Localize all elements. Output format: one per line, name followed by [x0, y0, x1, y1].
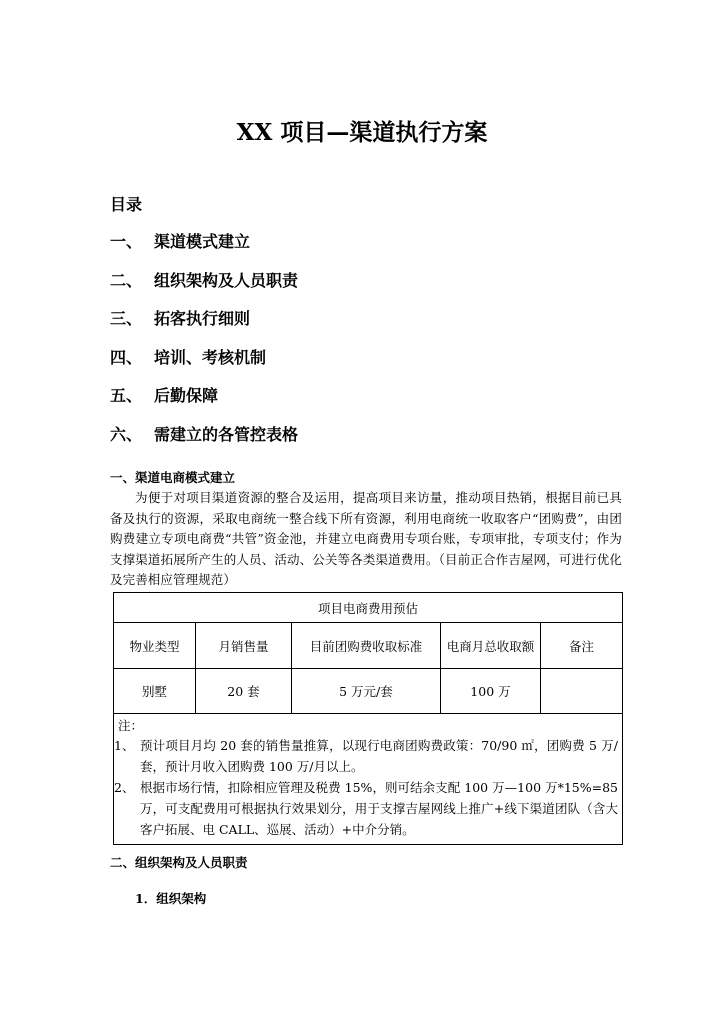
- section-1-paragraph: 为便于对项目渠道资源的整合及运用，提高项目来访量，推动项目热销，根据目前已具备及执行的资源，采取电商统一整合线下所有资源，利用电商统一收取客户“团购费”，由团购费建立专项电商费“共管”资金池，并建立电商费用专项台账，专项审批，专项支付；作为支撑渠道拓展所产生的人员、活动、公关等各类渠道费用。（目前正合作吉屋网，可进行优化及完善相应管理规范）: [110, 490, 622, 587]
- toc-item-label: 渠道模式建立: [154, 232, 251, 251]
- table-caption: 项目电商费用预估: [114, 593, 623, 623]
- note-number: 1、: [114, 738, 135, 753]
- note-item: [114, 735, 618, 777]
- table-cell: 别墅: [114, 669, 196, 714]
- table-cell: 20 套: [196, 669, 292, 714]
- toc-item: [110, 229, 298, 268]
- table-header-cell: 电商月总收取额: [441, 623, 541, 669]
- note-text: 根据市场行情，扣除相应管理及税费 15%，则可结余支配 100 万—100 万*15%=85 万，可支配费用可根据执行效果划分，用于支撑吉屋网线上推广+线下渠道团队（含大客户拓展、电 CALL、巡展、活动）+中介分销。: [140, 780, 618, 837]
- toc-heading: 目录: [110, 195, 143, 214]
- toc-item-number: 二、: [110, 270, 143, 290]
- subsection-heading: 1．组织架构: [135, 891, 207, 906]
- toc-item-label: 组织架构及人员职责: [154, 270, 299, 290]
- table-cell: 100 万: [441, 669, 541, 714]
- note-number: 2、: [114, 780, 135, 795]
- toc-item: [110, 383, 298, 422]
- table-cell: 5 万元/套: [291, 669, 440, 714]
- toc-item-number: 五、: [110, 386, 143, 405]
- table-header-cell: 目前团购费收取标准: [291, 623, 440, 669]
- toc-item-number: 一、: [110, 232, 143, 251]
- toc-item: [110, 306, 298, 345]
- toc-item-number: 六、: [110, 424, 143, 444]
- document-title: XX 项目—渠道执行方案: [236, 119, 488, 146]
- toc-item-label: 后勤保障: [154, 386, 219, 405]
- section-heading-2: 二、组织架构及人员职责: [110, 855, 248, 870]
- toc-item-label: 需建立的各管控表格: [154, 424, 299, 444]
- section-heading-1: 一、渠道电商模式建立: [110, 470, 236, 485]
- table-cell: [540, 669, 622, 714]
- toc-item: [110, 345, 298, 384]
- table-notes: [114, 714, 623, 845]
- toc-item-number: 三、: [110, 309, 143, 328]
- table-header-cell: 备注: [540, 623, 622, 669]
- table-of-contents: [110, 229, 298, 460]
- note-item: [114, 777, 618, 840]
- notes-label: 注：: [118, 718, 144, 733]
- toc-item: [110, 268, 298, 307]
- table-header-cell: 月销售量: [196, 623, 292, 669]
- table-header-cell: 物业类型: [114, 623, 196, 669]
- toc-item-number: 四、: [110, 347, 143, 367]
- toc-item-label: 拓客执行细则: [154, 309, 251, 328]
- toc-item-label: 培训、考核机制: [154, 347, 267, 367]
- toc-item: [110, 422, 298, 461]
- note-text: 预计项目月均 20 套的销售量推算，以现行电商团购费政策：70/90 ㎡，团购费 5 万/套，预计月收入团购费 100 万/月以上。: [140, 738, 618, 774]
- cost-estimate-table: [113, 592, 623, 845]
